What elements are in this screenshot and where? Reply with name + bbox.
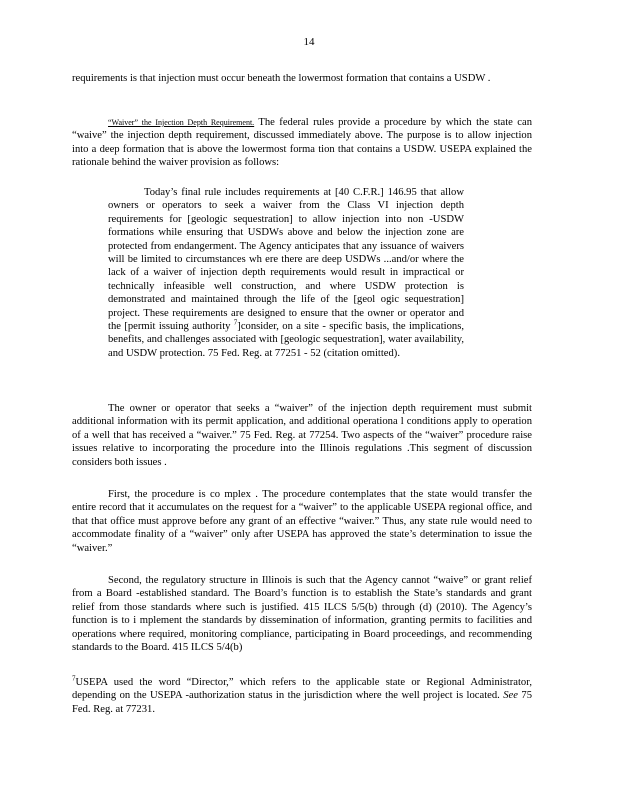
block-quote-part1: Today’s final rule includes requirements at [40 C.F.R.] 146.95 that allow owners or operators to seek a waiver from the Class VI injection depth requirements for [geologic sequestration] to allow injection into non -USDW formations while ensuring that USDWs above and below the injection zone are protected from endangerment. The Agency anticipates that any issuance of waivers will be limited to circumstances wh ere there are deep USDWs ...and/or where the lack of a waiver of injection depth requirements would result in impractical or technically infeasible well construction, and where USDW protection is demonstrated and maintained through the life of the [geol ogic sequestration] project. These requirements are designed to ensure that the owner or operator and the [permit issuing authority — [108, 187, 464, 333]
paragraph-waiver-body: The federal rules provide a procedure by which the state can “waive” the injection depth requirement, discussed immediately above. The purpose is to allow injection into a deep formation that is above the lowermost forma tion that contains a USDW. USEPA explained the rationale behind the waiver provision as follows: — [72, 117, 533, 169]
block-quote-part2: ]consider, on a site - specific basis, the implications, benefits, and challenges associated with [geologic sequestration], water availability, and USDW protection. 75 Fed. Reg. at 77251 - 52 (citation omitted). — [108, 321, 464, 359]
paragraph-waiver-intro — [72, 116, 532, 170]
paragraph-first-aspect: First, the procedure is co mplex . The procedure contemplates that the state would transfer the entire record that it accumulates on the request for a “waiver” to the applicable USEPA regional office, and that that office must approve before any grant of an effective “waiver.” Thus, any state rule would need to accommodate finality of a “waiver” only after USEPA has approved the state’s determination to issue the “waiver.” — [72, 489, 532, 554]
paragraph-continuation: requirements is that injection must occur beneath the lowermost formation that contains a USDW . — [72, 73, 491, 84]
paragraph-owner-operator: The owner or operator that seeks a “waiver” of the injection depth requirement must submit additional information with its permit application, and additional operationa l conditions apply to operation of a well that has received a “waiver.” 75 Fed. Reg. at 77254. Two aspects of the “waiver” procedure raise issues relative to incorporating the procedure into the Illinois regulations .This segment of discussion considers both issues . — [72, 403, 532, 468]
paragraph-second-aspect: Second, the regulatory structure in Illinois is such that the Agency cannot “waive” or grant relief from a Board -established standard. The Board’s function is to establish the State’s standards and grant relief from those standards where such is justified. 415 ILCS 5/5(b) through (d) (2010). The Agency’s function is to i mplement the standards by dissemination of information, granting permits to facilities and operations where required, monitoring compliance, participating in Board proceedings, and recommending standards to the Board. 415 ILCS 5/4(b) — [72, 575, 532, 654]
footnote — [72, 676, 532, 716]
footnote-text-part1: USEPA used the word “Director,” which refers to the applicable state or Regional Administrator, depending on the USEPA -authorization status in the jurisdiction where the well project is located. — [72, 677, 532, 702]
footnote-text-part2: 75 Fed. Reg. at 77231. — [72, 690, 533, 715]
block-quote — [108, 186, 464, 360]
footnote-marker: 7 — [72, 674, 76, 683]
page-number: 14 — [303, 36, 315, 48]
section-heading: “Waiver” the Injection Depth Requirement. — [108, 118, 255, 127]
footnote-reference: 7 — [233, 318, 238, 327]
footnote-see: See — [503, 690, 518, 702]
